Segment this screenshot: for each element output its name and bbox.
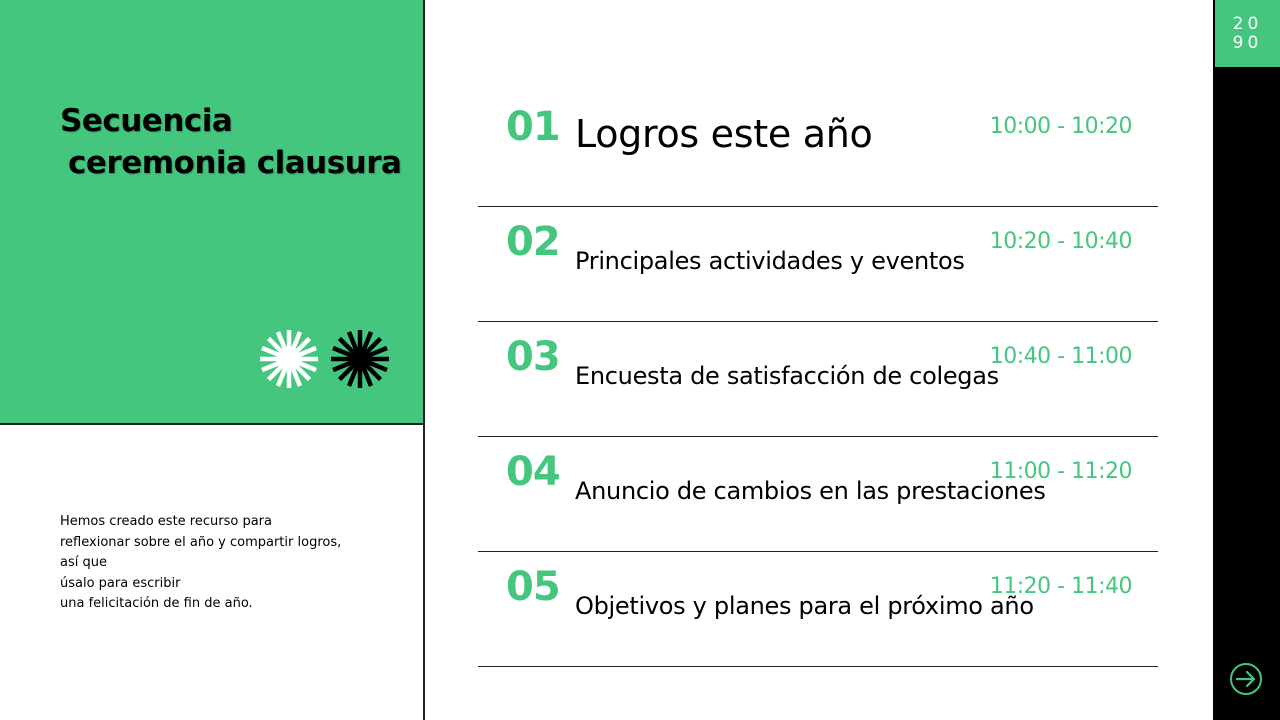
row-divider xyxy=(478,666,1158,668)
divider-vertical xyxy=(423,0,425,720)
agenda-list xyxy=(478,92,1158,667)
agenda-number: 05 xyxy=(506,564,560,610)
agenda-label: Logros este año xyxy=(575,112,873,156)
agenda-label: Anuncio de cambios en las prestaciones xyxy=(575,477,1046,505)
title-line-1: Secuencia xyxy=(60,103,233,139)
agenda-item xyxy=(478,437,1158,552)
agenda-item xyxy=(478,552,1158,667)
description xyxy=(60,512,360,615)
agenda-item xyxy=(478,207,1158,322)
agenda-label: Encuesta de satisfacción de colegas xyxy=(575,362,999,390)
agenda-number: 02 xyxy=(506,219,560,265)
agenda-label: Principales actividades y eventos xyxy=(575,247,965,275)
agenda-time: 11:20 - 11:40 xyxy=(989,574,1132,599)
next-slide-button[interactable] xyxy=(1229,662,1263,696)
agenda-item xyxy=(478,92,1158,207)
description-line: Hemos creado este recurso para xyxy=(60,514,272,529)
slide-title xyxy=(60,100,410,184)
agenda-time: 10:40 - 11:00 xyxy=(989,344,1132,369)
year-line-1: 20 xyxy=(1232,14,1263,34)
description-line: una felicitación de fin de año. xyxy=(60,596,253,611)
divider-horizontal xyxy=(0,423,424,425)
year-line-2: 90 xyxy=(1232,33,1263,53)
description-line: úsalo para escribir xyxy=(60,575,181,591)
right-bar xyxy=(1213,0,1280,720)
starburst-white-icon xyxy=(260,330,318,388)
agenda-number: 03 xyxy=(506,334,560,380)
agenda-time: 11:00 - 11:20 xyxy=(989,459,1132,484)
agenda-item xyxy=(478,322,1158,437)
agenda-number: 04 xyxy=(506,449,560,495)
decoration xyxy=(258,328,394,390)
description-line: reflexionar sobre el año y compartir logros, xyxy=(60,534,342,550)
agenda-number: 01 xyxy=(506,104,560,150)
agenda-time: 10:00 - 10:20 xyxy=(989,114,1132,139)
starburst-black-icon xyxy=(331,330,389,388)
year-badge xyxy=(1215,0,1280,67)
description-line: así que xyxy=(60,555,107,570)
agenda-time: 10:20 - 10:40 xyxy=(989,229,1132,254)
agenda-label: Objetivos y planes para el próximo año xyxy=(575,592,1034,620)
arrow-right-circle-icon xyxy=(1229,662,1263,696)
title-line-2: ceremonia clausura xyxy=(68,145,402,181)
